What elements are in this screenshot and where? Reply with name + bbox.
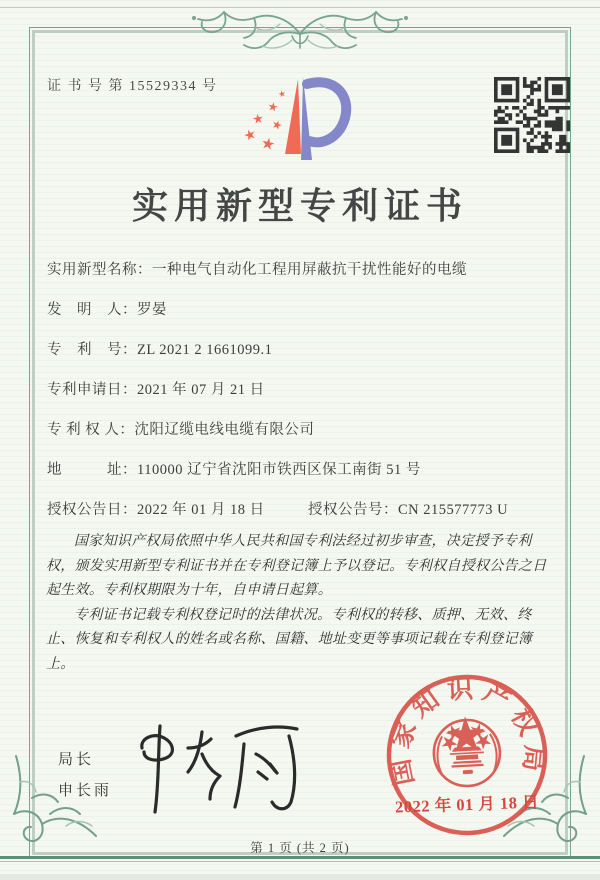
field-label: 授权公告日： [47, 502, 137, 518]
cnipa-logo-icon [235, 74, 370, 176]
field-label: 专利申请日： [47, 382, 137, 398]
field-value: CN 215577773 U [398, 502, 509, 518]
signer-name: 申长雨 [58, 782, 113, 799]
director-signature [118, 714, 318, 826]
qr-code-icon [494, 77, 570, 153]
legal-paragraph-1: 国家知识产权局依照中华人民共和国专利法经过初步审查，决定授予专利权，颁发实用新型专利证书并在专利登记簿上予以登记。专利权自授权公告之日起生效。专利权期限为十年，自申请日起算。 [46, 534, 547, 598]
top-flourish-ornament-icon [180, 6, 420, 58]
seal-ring-text: 国家知识产权局 [384, 674, 550, 788]
field-label: 专 利 号： [47, 342, 137, 358]
field-list [47, 258, 566, 538]
field-value: ZL 2021 2 1661099.1 [137, 342, 273, 358]
page-edge-strip [0, 874, 600, 880]
field-label: 专 利 权 人： [47, 422, 135, 438]
bottom-border-line-light [0, 861, 600, 862]
field-row-inventor [47, 298, 566, 338]
field-value: 110000 辽宁省沈阳市铁西区保工南街 51 号 [137, 462, 421, 478]
signer-title: 局长 [58, 751, 95, 768]
legal-text [46, 530, 558, 677]
seal-date: 2022 年 01 月 18 日 [394, 792, 540, 817]
official-seal-icon [372, 660, 562, 850]
field-label: 发 明 人： [47, 302, 137, 318]
field-row-patentee [47, 418, 566, 458]
certificate-number: 证 书 号 第 15529334 号 [47, 79, 218, 94]
bottom-border-line [0, 856, 600, 859]
page-number: 第 1 页 (共 2 页) [250, 841, 350, 855]
certificate-title: 实用新型专利证书 [131, 186, 468, 226]
field-label: 实用新型名称： [47, 262, 152, 278]
field-grant-no [308, 498, 508, 519]
field-row-patent-no [47, 338, 566, 378]
field-row-filing-date [47, 378, 566, 418]
national-emblem-icon [432, 718, 501, 787]
field-value: 2021 年 07 月 21 日 [137, 382, 265, 398]
field-label: 授权公告号： [308, 502, 398, 518]
field-value: 沈阳辽缆电线电缆有限公司 [134, 422, 315, 438]
field-value: 2022 年 01 月 18 日 [137, 502, 265, 518]
signer-block [58, 744, 112, 806]
field-row-address [47, 458, 566, 498]
legal-paragraph-2: 专利证书记载专利权登记时的法律状况。专利权的转移、质押、无效、终止、恢复和专利权人的姓名或名称、国籍、地址变更等事项记载在专利登记簿上。 [46, 607, 533, 672]
field-value: 罗晏 [137, 302, 167, 318]
field-label: 地 址： [47, 462, 137, 478]
field-row-name [47, 258, 566, 298]
field-value: 一种电气自动化工程用屏蔽抗干扰性能好的电缆 [152, 262, 467, 278]
